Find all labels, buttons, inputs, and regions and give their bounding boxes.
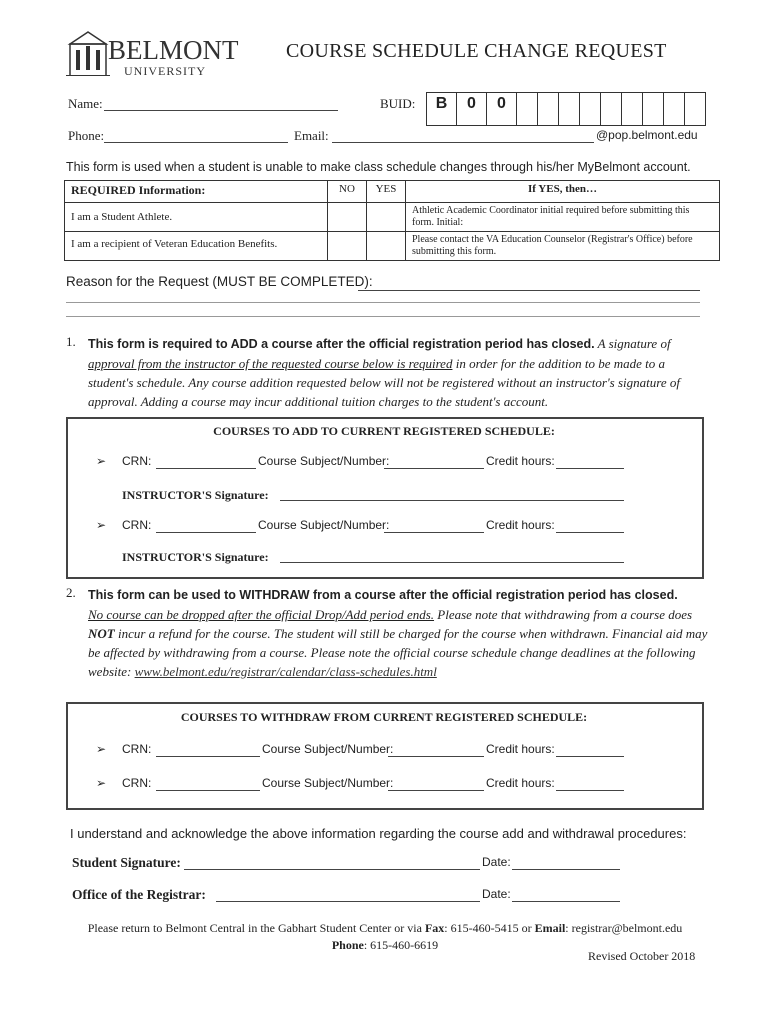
section1-ital2: in order for the addition to be made to a student's schedule. Any course addition requested below will not be registered without an instructor's signature of approval. Adding a course may incur additional tuition charges to the student's account. [88, 356, 680, 409]
section2-ital1: Please note that withdrawing from a course does [434, 607, 693, 622]
buid-digit: 0 [457, 92, 487, 126]
email-field[interactable] [332, 142, 594, 143]
name-label: Name: [68, 96, 103, 111]
withdraw-box-title: COURSES TO WITHDRAW FROM CURRENT REGISTERED SCHEDULE: [180, 710, 588, 724]
veteran-no-checkbox[interactable] [328, 232, 367, 261]
table-row [65, 203, 720, 232]
registrar-signature-label: Office of the Registrar: [72, 887, 206, 902]
table-header-yes: YES [367, 181, 406, 203]
instructor-signature-field[interactable] [280, 500, 624, 501]
table-header-then: If YES, then… [406, 181, 720, 203]
table-header-no: NO [328, 181, 367, 203]
withdraw-crn-field[interactable] [156, 790, 260, 791]
belmont-tower-logo-icon [66, 30, 110, 76]
arrow-bullet-icon: ➢ [96, 518, 107, 532]
fax-label: Fax [424, 921, 445, 935]
intro-text: This form is used when a student is unable to make class schedule changes through his/her MyBelmont account. [66, 160, 691, 174]
table-row-then: Please contact the VA Education Counselor (Registrar's Office) before submitting this form. [406, 232, 720, 261]
buid-digit [538, 92, 559, 126]
instructor-signature-label: INSTRUCTOR'S Signature: [122, 550, 269, 564]
withdraw-subject-field[interactable] [388, 756, 484, 757]
student-date-field[interactable] [512, 869, 620, 870]
student-signature-field[interactable] [184, 869, 480, 870]
acknowledge-text: I understand and acknowledge the above information regarding the course add and withdrawal procedures: [70, 826, 687, 841]
phone-number: : 615-460-6619 [363, 938, 439, 952]
add-box-title: COURSES TO ADD TO CURRENT REGISTERED SCHEDULE: [213, 424, 555, 438]
date-label: Date: [482, 855, 511, 869]
logo-wordmark: BELMONT [108, 35, 239, 65]
footer-text: Please return to Belmont Central in the Gabhart Student Center or via [87, 921, 425, 935]
reason-field-line-3[interactable] [66, 316, 700, 317]
reason-field-line-1[interactable] [358, 290, 700, 291]
registrar-signature-field[interactable] [216, 901, 480, 902]
name-field[interactable] [104, 110, 338, 111]
withdraw-credit-field[interactable] [556, 790, 624, 791]
add-subject-field[interactable] [384, 468, 484, 469]
crn-label: CRN: [122, 776, 152, 790]
form-title: COURSE SCHEDULE CHANGE REQUEST [286, 40, 667, 62]
buid-digit [580, 92, 601, 126]
section2-ital2: incur a refund for the course. The student will still be charged for the course when withdrawn. Financial aid may be affected by withdrawing from a course. Please note the official course schedule change deadlines at the following website: [88, 626, 708, 679]
add-crn-field[interactable] [156, 468, 256, 469]
table-row-label: I am a Student Athlete. [65, 203, 328, 232]
table-header: REQUIRED Information: [65, 181, 328, 203]
buid-digit [622, 92, 643, 126]
instructor-signature-label: INSTRUCTOR'S Signature: [122, 488, 269, 502]
student-signature-label: Student Signature: [72, 855, 181, 870]
buid-label: BUID: [380, 96, 416, 111]
credit-label: Credit hours: [486, 742, 555, 756]
revised-date: Revised October 2018 [588, 949, 696, 963]
veteran-yes-checkbox[interactable] [367, 232, 406, 261]
instructor-signature-field[interactable] [280, 562, 624, 563]
table-row-label: I am a recipient of Veteran Education Benefits. [65, 232, 328, 261]
arrow-bullet-icon: ➢ [96, 742, 107, 756]
registrar-email: : registrar@belmont.edu [565, 921, 683, 935]
athlete-yes-checkbox[interactable] [367, 203, 406, 232]
required-info-table [64, 180, 720, 261]
buid-digit [643, 92, 664, 126]
buid-digit [517, 92, 538, 126]
section1-text [88, 334, 708, 411]
buid-digit: B [427, 92, 457, 126]
section2-number: 2. [66, 585, 76, 600]
date-label: Date: [482, 887, 511, 901]
section2-text [88, 585, 708, 681]
email-domain: @pop.belmont.edu [596, 128, 698, 142]
reason-label: Reason for the Request (MUST BE COMPLETED): [66, 274, 373, 289]
withdraw-subject-field[interactable] [388, 790, 484, 791]
buid-digit [559, 92, 580, 126]
section1-number: 1. [66, 334, 76, 349]
section1-ital1: A signature of [594, 336, 671, 351]
credit-label: Credit hours: [486, 518, 555, 532]
crn-label: CRN: [122, 454, 152, 468]
fax-number: : 615-460-5415 or [444, 921, 535, 935]
buid-digit [601, 92, 622, 126]
reason-field-line-2[interactable] [66, 302, 700, 303]
athlete-no-checkbox[interactable] [328, 203, 367, 232]
withdraw-credit-field[interactable] [556, 756, 624, 757]
add-credit-field[interactable] [556, 468, 624, 469]
table-row [65, 232, 720, 261]
add-subject-field[interactable] [384, 532, 484, 533]
credit-label: Credit hours: [486, 454, 555, 468]
add-credit-field[interactable] [556, 532, 624, 533]
subject-label: Course Subject/Number: [262, 742, 394, 756]
buid-digit [685, 92, 706, 126]
subject-label: Course Subject/Number: [258, 518, 390, 532]
buid-digit: 0 [487, 92, 517, 126]
phone-label: Phone: [68, 128, 105, 143]
email-label-footer: Email [534, 921, 566, 935]
withdraw-crn-field[interactable] [156, 756, 260, 757]
schedule-deadlines-link[interactable]: www.belmont.edu/registrar/calendar/class-schedules.html [134, 664, 437, 679]
registrar-date-field[interactable] [512, 901, 620, 902]
table-row-then: Athletic Academic Coordinator initial required before submitting this form. Initial: [406, 203, 720, 232]
email-label: Email: [294, 128, 329, 143]
section2-underlined: No course can be dropped after the official Drop/Add period ends. [88, 607, 435, 622]
crn-label: CRN: [122, 742, 152, 756]
phone-label-footer: Phone [331, 938, 364, 952]
logo-university: UNIVERSITY [124, 64, 206, 78]
section1-bold: This form is required to ADD a course after the official registration period has closed. [88, 337, 595, 351]
buid-digit [664, 92, 685, 126]
section2-bold: This form can be used to WITHDRAW from a course after the official registration period has closed. [88, 588, 678, 602]
subject-label: Course Subject/Number: [262, 776, 394, 790]
section1-underlined: approval from the instructor of the requested course below is required [88, 356, 453, 371]
arrow-bullet-icon: ➢ [96, 776, 107, 790]
section2-not: NOT [88, 626, 115, 641]
add-crn-field[interactable] [156, 532, 256, 533]
crn-label: CRN: [122, 518, 152, 532]
phone-field[interactable] [104, 142, 288, 143]
arrow-bullet-icon: ➢ [96, 454, 107, 468]
credit-label: Credit hours: [486, 776, 555, 790]
subject-label: Course Subject/Number: [258, 454, 390, 468]
